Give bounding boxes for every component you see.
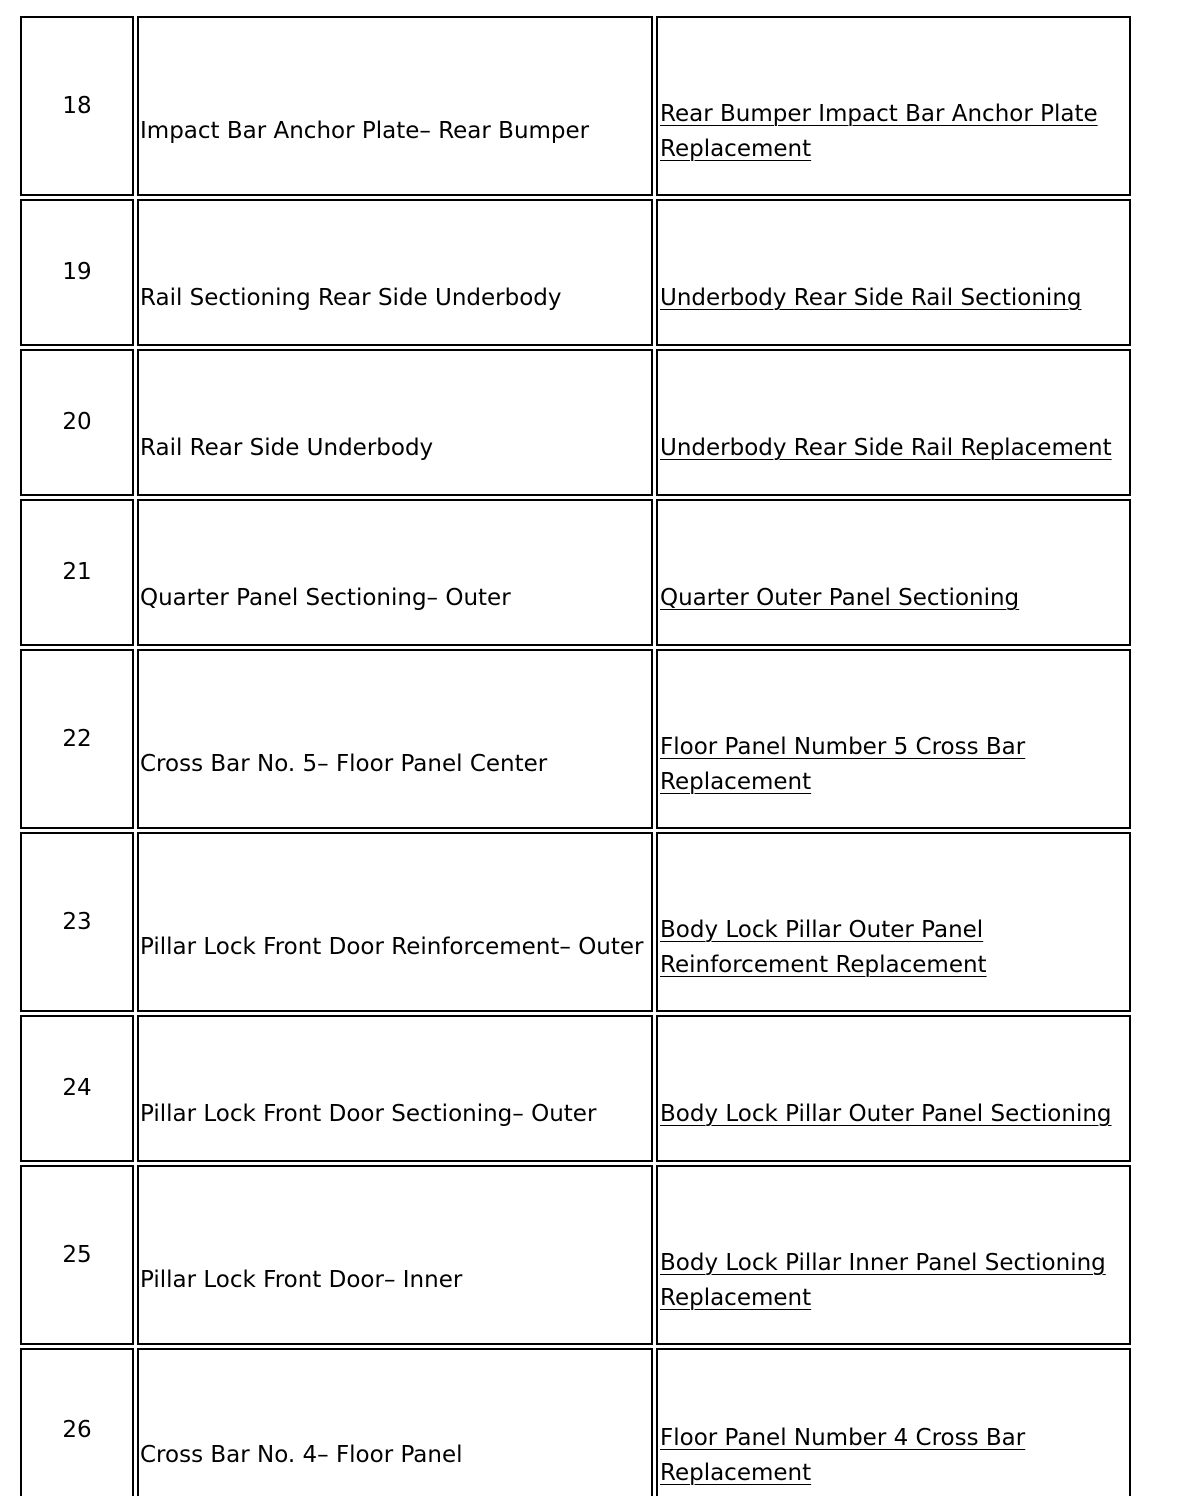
procedure-link-cell <box>656 1348 1131 1496</box>
table-row <box>20 649 1131 829</box>
table-row <box>20 16 1131 196</box>
part-description-text: Impact Bar Anchor Plate– Rear Bumper <box>140 118 590 144</box>
procedure-link-cell <box>656 649 1131 829</box>
procedure-link[interactable]: Quarter Outer Panel Sectioning <box>660 584 1020 611</box>
procedure-link-cell <box>656 1165 1131 1345</box>
part-description-text: Quarter Panel Sectioning– Outer <box>140 584 511 611</box>
procedure-link[interactable]: Floor Panel Number 4 Cross Bar Replacement <box>660 1424 1026 1486</box>
procedure-link[interactable]: Body Lock Pillar Inner Panel Sectioning Replacement <box>660 1249 1106 1311</box>
item-number: 25 <box>20 1165 134 1345</box>
procedure-link[interactable]: Body Lock Pillar Outer Panel Sectioning <box>660 1100 1112 1127</box>
procedure-link-cell <box>656 499 1131 646</box>
part-description <box>137 1165 653 1345</box>
item-number: 21 <box>20 499 134 646</box>
part-description <box>137 832 653 1012</box>
item-number: 20 <box>20 349 134 496</box>
part-description <box>137 499 653 646</box>
part-description-text: Pillar Lock Front Door– Inner <box>140 1267 463 1293</box>
part-description-text: Cross Bar No. 5– Floor Panel Center <box>140 751 548 777</box>
procedure-link-cell <box>656 1015 1131 1162</box>
part-description <box>137 16 653 196</box>
part-description <box>137 649 653 829</box>
procedure-link[interactable]: Body Lock Pillar Outer Panel Reinforcement Replacement <box>660 916 987 978</box>
table-row <box>20 1348 1131 1496</box>
procedure-link-cell <box>656 199 1131 346</box>
part-description-text: Pillar Lock Front Door Sectioning– Outer <box>140 1100 597 1127</box>
item-number: 23 <box>20 832 134 1012</box>
part-description-text: Cross Bar No. 4– Floor Panel <box>140 1442 463 1468</box>
item-number: 22 <box>20 649 134 829</box>
part-description-text: Rail Sectioning Rear Side Underbody <box>140 284 562 311</box>
table-row <box>20 499 1131 646</box>
part-description <box>137 1015 653 1162</box>
item-number: 19 <box>20 199 134 346</box>
procedure-link[interactable]: Underbody Rear Side Rail Replacement <box>660 434 1112 461</box>
part-description <box>137 1348 653 1496</box>
part-description <box>137 199 653 346</box>
table-row <box>20 199 1131 346</box>
item-number: 24 <box>20 1015 134 1162</box>
item-number: 26 <box>20 1348 134 1496</box>
table-row <box>20 1165 1131 1345</box>
procedure-link[interactable]: Underbody Rear Side Rail Sectioning <box>660 284 1082 311</box>
procedure-link-cell <box>656 16 1131 196</box>
part-description-text: Pillar Lock Front Door Reinforcement– Outer <box>140 934 644 960</box>
procedure-link-cell <box>656 349 1131 496</box>
item-number: 18 <box>20 16 134 196</box>
parts-table <box>17 13 1134 1496</box>
part-description <box>137 349 653 496</box>
part-description-text: Rail Rear Side Underbody <box>140 434 434 461</box>
table-row <box>20 1015 1131 1162</box>
table-row <box>20 832 1131 1012</box>
procedure-link[interactable]: Rear Bumper Impact Bar Anchor Plate Replacement <box>660 100 1098 162</box>
procedure-link[interactable]: Floor Panel Number 5 Cross Bar Replacement <box>660 733 1026 795</box>
procedure-link-cell <box>656 832 1131 1012</box>
table-row <box>20 349 1131 496</box>
